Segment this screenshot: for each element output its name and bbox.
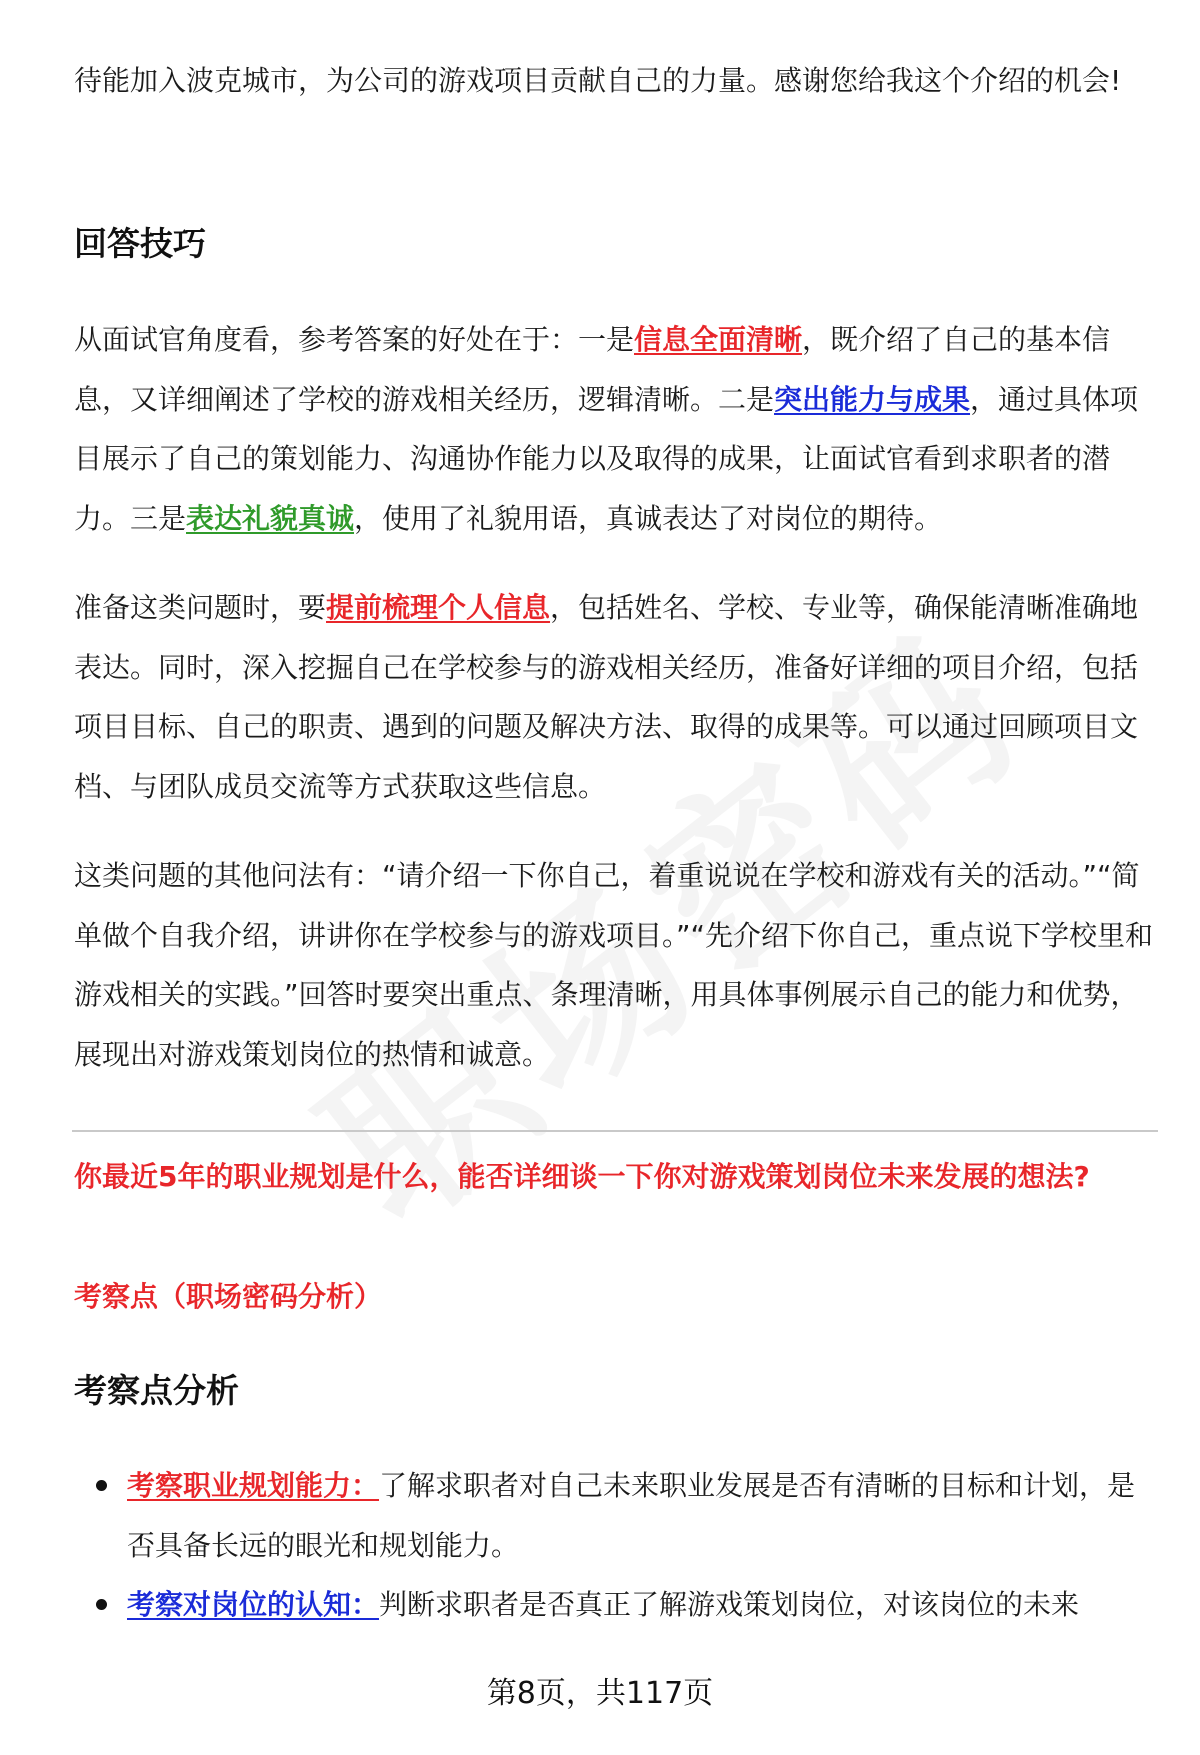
text-span: 准备这类问题时，要 [74,591,327,624]
analysis-list [96,1456,1156,1635]
highlight-polite-sincere: 表达礼貌真诚 [186,501,355,535]
bullet-icon [96,1599,107,1610]
text-span: ，通过具体项目展示了自己的策划能力、沟通协作能力以及取得的成果，让面试官看到求职者的潜力。三是 [74,382,1139,535]
text-span: ，使用了礼貌用语，真诚表达了对岗位的期待。 [354,501,943,535]
highlight-info-clear: 信息全面清晰 [634,323,803,356]
text-span: ，包括姓名、学校、专业等，确保能清晰准确地表达。同时，深入挖掘自己在学校参与的游戏相关经历，准备好详细的项目介绍，包括项目目标、自己的职责、遇到的问题及解决方法、取得的成果等。可以通过回顾项目文档、与团队成员交流等方式获取这些信息。 [74,591,1139,803]
tips-heading: 回答技巧 [74,224,206,263]
bullet-text: 了解求职者对自己未来职业发展是否有清晰的目标和计划，是否具备长远的眼光和规划能力。 [127,1469,1136,1562]
highlight-prepare-info: 提前梳理个人信息 [326,591,551,624]
tips-paragraph-3: 这类问题的其他问法有：“请介绍一下你自己，着重说说在学校和游戏有关的活动。”“简单做个自我介绍，讲讲你在学校参与的游戏项目。”“先介绍下你自己，重点说下学校里和游戏相关的实践。”回答时要突出重点、条理清晰，用具体事例展示自己的能力和优势，展现出对游戏策划岗位的热情和诚意。 [74,859,1154,1071]
bullet-label-career-planning: 考察职业规划能力： [127,1469,380,1502]
tips-paragraph-1 [74,310,1156,548]
question-subtitle: 考察点（职场密码分析） [74,1280,383,1313]
intro-paragraph-end: 待能加入波克城市，为公司的游戏项目贡献自己的力量。感谢您给我这个介绍的机会! [74,64,1122,97]
question-title: 你最近5年的职业规划是什么，能否详细谈一下你对游戏策划岗位未来发展的想法? [74,1160,1090,1193]
highlight-ability-results: 突出能力与成果 [774,382,971,416]
tips-paragraph-2 [74,578,1156,816]
text-span: 从面试官角度看，参考答案的好处在于：一是 [74,323,635,356]
bullet-label-role-awareness: 考察对岗位的认知： [127,1588,380,1621]
section-divider [72,1130,1158,1132]
text-span: ，既介绍了自己的基本信息，又详细阐述了学校的游戏相关经历，逻辑清晰。二是 [74,323,1111,416]
page-number: 第8页，共117页 [486,1676,714,1711]
bullet-text: 判断求职者是否真正了解游戏策划岗位，对该岗位的未来 [379,1588,1080,1621]
list-item [96,1575,1156,1635]
analysis-heading: 考察点分析 [74,1371,239,1410]
list-item [96,1456,1156,1575]
bullet-icon [96,1480,107,1491]
